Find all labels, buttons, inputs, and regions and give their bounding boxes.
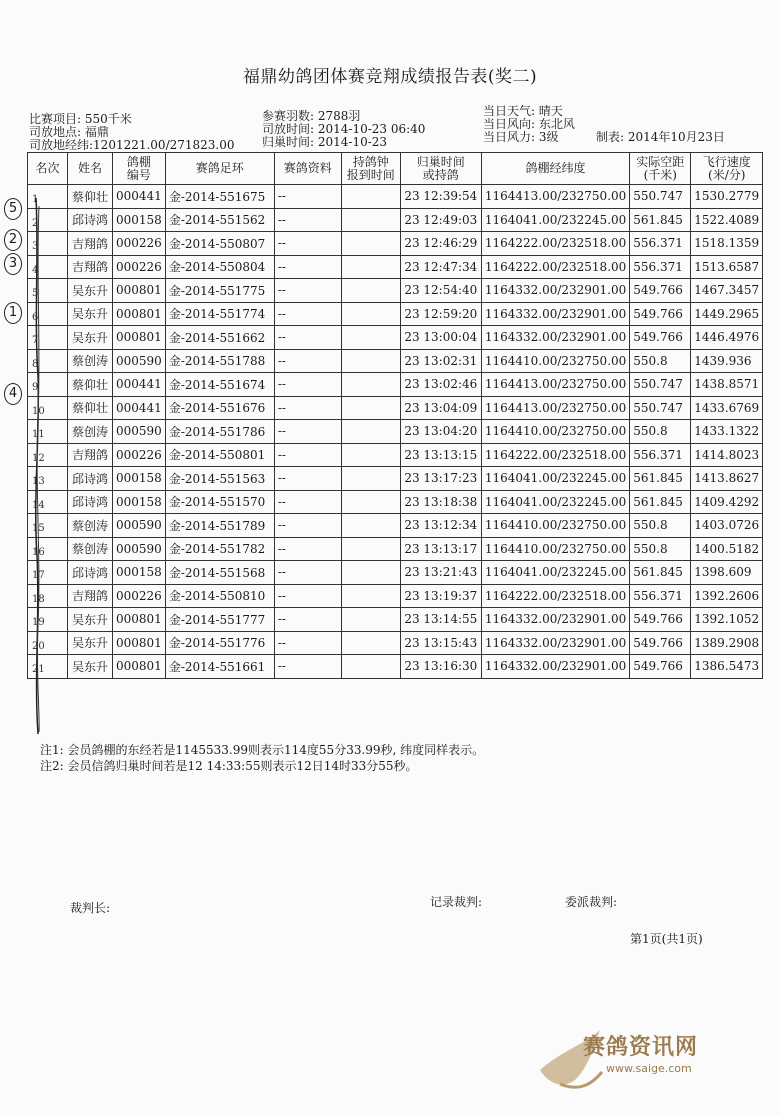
return-time: 归巢时间: 2014-10-23 [262, 135, 388, 149]
arrival-cell: 23 13:12:34 [400, 514, 481, 538]
info-cell: -- [274, 208, 341, 232]
coords-cell: 1164222.00/232518.00 [481, 232, 629, 256]
info-cell: -- [274, 185, 341, 209]
ring-cell: 金-2014-551662 [165, 326, 274, 350]
arrival-cell: 23 13:00:04 [400, 326, 481, 350]
name-cell: 吴东升 [68, 326, 113, 350]
speed-cell: 1403.0726 [691, 514, 763, 538]
clock-cell [341, 208, 400, 232]
distance-cell: 556.371 [630, 232, 691, 256]
distance-cell: 550.8 [630, 349, 691, 373]
ring-cell: 金-2014-550807 [165, 232, 274, 256]
distance-cell: 549.766 [630, 302, 691, 326]
name-cell: 吴东升 [68, 655, 113, 679]
name-cell: 吉翔鸽 [68, 443, 113, 467]
race-item: 比赛项目: 550千米 [29, 112, 132, 126]
table-row [28, 255, 763, 279]
info-cell: -- [274, 443, 341, 467]
clock-cell [341, 279, 400, 303]
info-cell: -- [274, 608, 341, 632]
info-cell: -- [274, 490, 341, 514]
rank-number: 5 [32, 288, 39, 299]
rank-cell [28, 561, 68, 585]
loft-no-cell: 000801 [113, 631, 166, 655]
speed-cell: 1433.1322 [691, 420, 763, 444]
ring-cell: 金-2014-551775 [165, 279, 274, 303]
name-cell: 吴东升 [68, 302, 113, 326]
rank-number: 3 [32, 241, 39, 252]
rank-cell [28, 584, 68, 608]
loft-no-cell: 000226 [113, 232, 166, 256]
loft-no-cell: 000801 [113, 655, 166, 679]
info-cell: -- [274, 232, 341, 256]
name-cell: 吴东升 [68, 631, 113, 655]
rank-number: 10 [32, 405, 45, 417]
info-cell: -- [274, 349, 341, 373]
loft-no-cell: 000801 [113, 279, 166, 303]
table-row [28, 326, 763, 350]
rank-number: 20 [32, 640, 45, 652]
rank-cell [28, 255, 68, 279]
clock-cell [341, 514, 400, 538]
name-cell: 吴东升 [68, 279, 113, 303]
info-cell: -- [274, 255, 341, 279]
arrival-cell: 23 13:13:17 [400, 537, 481, 561]
distance-cell: 550.8 [630, 514, 691, 538]
speed-cell: 1413.8627 [691, 467, 763, 491]
rank-cell [28, 349, 68, 373]
name-cell: 蔡仰壮 [68, 396, 113, 420]
loft-no-cell: 000226 [113, 584, 166, 608]
rank-number: 1 [32, 194, 39, 205]
table-row [28, 490, 763, 514]
rank-cell [28, 490, 68, 514]
speed-cell: 1530.2779 [691, 185, 763, 209]
name-cell: 邱诗鸿 [68, 208, 113, 232]
made-date: 制表: 2014年10月23日 [596, 130, 725, 144]
info-cell: -- [274, 396, 341, 420]
table-row [28, 467, 763, 491]
rank-cell [28, 514, 68, 538]
rank-cell [28, 302, 68, 326]
speed-cell: 1389.2908 [691, 631, 763, 655]
table-row [28, 185, 763, 209]
loft-no-cell: 000441 [113, 373, 166, 397]
rank-cell [28, 420, 68, 444]
distance-cell: 549.766 [630, 279, 691, 303]
rank-number: 11 [32, 429, 45, 440]
info-cell: -- [274, 420, 341, 444]
rank-cell [28, 208, 68, 232]
info-cell: -- [274, 584, 341, 608]
name-cell: 邱诗鸿 [68, 561, 113, 585]
arrival-cell: 23 13:02:46 [400, 373, 481, 397]
table-row [28, 302, 763, 326]
ring-cell: 金-2014-551774 [165, 302, 274, 326]
ring-cell: 金-2014-551776 [165, 631, 274, 655]
info-cell: -- [274, 467, 341, 491]
distance-cell: 549.766 [630, 631, 691, 655]
arrival-cell: 23 13:19:37 [400, 584, 481, 608]
distance-cell: 556.371 [630, 584, 691, 608]
entries-count: 参赛羽数: 2788羽 [262, 109, 361, 123]
rank-number: 2 [32, 217, 39, 229]
table-row [28, 537, 763, 561]
name-cell: 吴东升 [68, 608, 113, 632]
coords-cell: 1164410.00/232750.00 [481, 537, 629, 561]
distance-cell: 550.8 [630, 537, 691, 561]
speed-cell: 1392.2606 [691, 584, 763, 608]
coords-cell: 1164041.00/232245.00 [481, 561, 629, 585]
rank-cell [28, 185, 68, 209]
speed-cell: 1467.3457 [691, 279, 763, 303]
handwritten-mark: 2 [4, 229, 22, 251]
table-row [28, 608, 763, 632]
handwritten-mark: 3 [4, 253, 22, 275]
wind-force: 当日风力: 3级 [483, 130, 559, 144]
name-cell: 吉翔鸽 [68, 255, 113, 279]
clock-cell [341, 326, 400, 350]
ring-cell: 金-2014-550810 [165, 584, 274, 608]
ring-cell: 金-2014-551563 [165, 467, 274, 491]
coords-cell: 1164413.00/232750.00 [481, 185, 629, 209]
coords-cell: 1164413.00/232750.00 [481, 373, 629, 397]
table-row [28, 396, 763, 420]
coords-cell: 1164410.00/232750.00 [481, 420, 629, 444]
distance-cell: 550.747 [630, 373, 691, 397]
speed-cell: 1518.1359 [691, 232, 763, 256]
handwritten-mark: 4 [4, 383, 22, 405]
rank-number: 12 [32, 452, 45, 464]
name-cell: 蔡创涛 [68, 420, 113, 444]
clock-cell [341, 420, 400, 444]
ring-cell: 金-2014-550801 [165, 443, 274, 467]
info-cell: -- [274, 302, 341, 326]
clock-cell [341, 561, 400, 585]
coords-cell: 1164041.00/232245.00 [481, 208, 629, 232]
distance-cell: 561.845 [630, 208, 691, 232]
arrival-cell: 23 13:14:55 [400, 608, 481, 632]
header-rank: 名次 [28, 153, 68, 185]
loft-no-cell: 000441 [113, 396, 166, 420]
arrival-cell: 23 13:13:15 [400, 443, 481, 467]
ring-cell: 金-2014-551789 [165, 514, 274, 538]
coords-cell: 1164041.00/232245.00 [481, 490, 629, 514]
speed-cell: 1433.6769 [691, 396, 763, 420]
header-distance [630, 153, 691, 185]
header-distance-text: 实际空距 (千米) [636, 154, 685, 182]
header-arrival-text: 归巢时间 或持鸽 [416, 154, 465, 182]
coords-cell: 1164410.00/232750.00 [481, 349, 629, 373]
arrival-cell: 23 12:39:54 [400, 185, 481, 209]
arrival-cell: 23 12:59:20 [400, 302, 481, 326]
rank-number: 7 [32, 335, 39, 346]
header-info: 赛鸽资料 [274, 153, 341, 185]
watermark-name: 赛鸽资讯网 [583, 1035, 699, 1060]
assigned-judge-label: 委派裁判: [565, 895, 618, 909]
header-loft-no [113, 153, 166, 185]
clock-cell [341, 608, 400, 632]
loft-no-cell: 000226 [113, 443, 166, 467]
results-table [27, 152, 763, 679]
watermark-url: www.saige.com [606, 1062, 692, 1075]
name-cell: 蔡创涛 [68, 349, 113, 373]
ring-cell: 金-2014-551661 [165, 655, 274, 679]
table-row [28, 584, 763, 608]
speed-cell: 1414.8023 [691, 443, 763, 467]
note-2: 注2: 会员信鸽归巢时间若是12 14:33:55则表示12日14时33分55秒。 [40, 759, 418, 773]
coords-cell: 1164332.00/232901.00 [481, 302, 629, 326]
speed-cell: 1398.609 [691, 561, 763, 585]
distance-cell: 550.747 [630, 185, 691, 209]
arrival-cell: 23 13:04:09 [400, 396, 481, 420]
table-row [28, 443, 763, 467]
rank-cell [28, 396, 68, 420]
loft-no-cell: 000590 [113, 537, 166, 561]
coords-cell: 1164332.00/232901.00 [481, 631, 629, 655]
coords-cell: 1164410.00/232750.00 [481, 514, 629, 538]
coords-cell: 1164332.00/232901.00 [481, 655, 629, 679]
info-cell: -- [274, 326, 341, 350]
rank-cell [28, 373, 68, 397]
ring-cell: 金-2014-551568 [165, 561, 274, 585]
coords-cell: 1164222.00/232518.00 [481, 584, 629, 608]
header-arrival [400, 153, 481, 185]
rank-number: 21 [32, 664, 45, 675]
ring-cell: 金-2014-550804 [165, 255, 274, 279]
clock-cell [341, 396, 400, 420]
clock-cell [341, 373, 400, 397]
speed-cell: 1386.5473 [691, 655, 763, 679]
distance-cell: 550.747 [630, 396, 691, 420]
name-cell: 蔡创涛 [68, 537, 113, 561]
rank-cell [28, 608, 68, 632]
ring-cell: 金-2014-551788 [165, 349, 274, 373]
speed-cell: 1513.6587 [691, 255, 763, 279]
coords-cell: 1164413.00/232750.00 [481, 396, 629, 420]
chief-judge-label: 裁判长: [70, 901, 111, 915]
loft-no-cell: 000226 [113, 255, 166, 279]
arrival-cell: 23 12:54:40 [400, 279, 481, 303]
rank-cell [28, 326, 68, 350]
rank-number: 17 [32, 570, 45, 581]
arrival-cell: 23 12:49:03 [400, 208, 481, 232]
name-cell: 吉翔鸽 [68, 584, 113, 608]
clock-cell [341, 537, 400, 561]
speed-cell: 1400.5182 [691, 537, 763, 561]
loft-no-cell: 000801 [113, 608, 166, 632]
clock-cell [341, 232, 400, 256]
release-place: 司放地点: 福鼎 [29, 125, 109, 139]
info-cell: -- [274, 514, 341, 538]
loft-no-cell: 000590 [113, 420, 166, 444]
ring-cell: 金-2014-551786 [165, 420, 274, 444]
header-clock [341, 153, 400, 185]
header-clock-text: 持鸽钟 报到时间 [346, 154, 395, 182]
distance-cell: 556.371 [630, 443, 691, 467]
rank-number: 15 [32, 523, 45, 534]
rank-number: 9 [32, 382, 39, 393]
recorder-judge-label: 记录裁判: [430, 895, 483, 909]
speed-cell: 1439.936 [691, 349, 763, 373]
note-1: 注1: 会员鸽棚的东经若是1145533.99则表示114度55分33.99秒, 纬度同样表示。 [40, 743, 485, 757]
coords-cell: 1164041.00/232245.00 [481, 467, 629, 491]
arrival-cell: 23 13:21:43 [400, 561, 481, 585]
rank-number: 8 [32, 358, 39, 370]
table-row [28, 514, 763, 538]
arrival-cell: 23 13:15:43 [400, 631, 481, 655]
rank-cell [28, 631, 68, 655]
rank-cell [28, 279, 68, 303]
name-cell: 蔡创涛 [68, 514, 113, 538]
speed-cell: 1409.4292 [691, 490, 763, 514]
release-time: 司放时间: 2014-10-23 06:40 [262, 122, 426, 136]
clock-cell [341, 655, 400, 679]
loft-no-cell: 000801 [113, 326, 166, 350]
arrival-cell: 23 13:17:23 [400, 467, 481, 491]
clock-cell [341, 443, 400, 467]
distance-cell: 549.766 [630, 326, 691, 350]
clock-cell [341, 631, 400, 655]
speed-cell: 1522.4089 [691, 208, 763, 232]
coords-cell: 1164332.00/232901.00 [481, 608, 629, 632]
arrival-cell: 23 13:18:38 [400, 490, 481, 514]
speed-cell: 1446.4976 [691, 326, 763, 350]
distance-cell: 549.766 [630, 608, 691, 632]
table-row [28, 349, 763, 373]
loft-no-cell: 000590 [113, 514, 166, 538]
ring-cell: 金-2014-551675 [165, 185, 274, 209]
rank-cell [28, 443, 68, 467]
arrival-cell: 23 13:02:31 [400, 349, 481, 373]
release-coords: 司放地经纬:1201221.00/271823.00 [29, 138, 235, 152]
table-row [28, 279, 763, 303]
header-coords: 鸽棚经纬度 [481, 153, 629, 185]
header-ring: 赛鸽足环 [165, 153, 274, 185]
table-row [28, 208, 763, 232]
arrival-cell: 23 13:04:20 [400, 420, 481, 444]
info-cell: -- [274, 655, 341, 679]
name-cell: 蔡仰壮 [68, 373, 113, 397]
arrival-cell: 23 12:47:34 [400, 255, 481, 279]
rank-number: 16 [32, 546, 45, 558]
table-row [28, 232, 763, 256]
info-cell: -- [274, 561, 341, 585]
arrival-cell: 23 12:46:29 [400, 232, 481, 256]
clock-cell [341, 467, 400, 491]
table-row [28, 561, 763, 585]
table-header-row [28, 153, 763, 185]
info-cell: -- [274, 631, 341, 655]
distance-cell: 561.845 [630, 467, 691, 491]
report-title: 福鼎幼鸽团体赛竞翔成绩报告表(奖二) [242, 67, 538, 87]
clock-cell [341, 185, 400, 209]
table-row [28, 631, 763, 655]
coords-cell: 1164222.00/232518.00 [481, 443, 629, 467]
rank-cell [28, 537, 68, 561]
distance-cell: 550.8 [630, 420, 691, 444]
distance-cell: 561.845 [630, 561, 691, 585]
loft-no-cell: 000441 [113, 185, 166, 209]
clock-cell [341, 255, 400, 279]
loft-no-cell: 000801 [113, 302, 166, 326]
name-cell: 吉翔鸽 [68, 232, 113, 256]
loft-no-cell: 000158 [113, 208, 166, 232]
distance-cell: 561.845 [630, 490, 691, 514]
rank-number: 14 [32, 499, 45, 511]
rank-cell [28, 232, 68, 256]
loft-no-cell: 000590 [113, 349, 166, 373]
ring-cell: 金-2014-551570 [165, 490, 274, 514]
clock-cell [341, 490, 400, 514]
clock-cell [341, 349, 400, 373]
header-name: 姓名 [68, 153, 113, 185]
speed-cell: 1438.8571 [691, 373, 763, 397]
ring-cell: 金-2014-551777 [165, 608, 274, 632]
loft-no-cell: 000158 [113, 467, 166, 491]
wind-direction: 当日风向: 东北风 [483, 117, 575, 131]
clock-cell [341, 584, 400, 608]
handwritten-mark: 5 [4, 198, 22, 220]
header-speed-text: 飞行速度 (米/分) [702, 154, 751, 182]
header-loft-no-text: 鸽棚 编号 [126, 154, 151, 182]
rank-number: 18 [32, 593, 45, 605]
table-body [28, 185, 763, 679]
table-row [28, 373, 763, 397]
distance-cell: 556.371 [630, 255, 691, 279]
rank-cell [28, 467, 68, 491]
page-indicator: 第1页(共1页) [630, 932, 703, 946]
coords-cell: 1164332.00/232901.00 [481, 279, 629, 303]
coords-cell: 1164332.00/232901.00 [481, 326, 629, 350]
info-cell: -- [274, 373, 341, 397]
arrival-cell: 23 13:16:30 [400, 655, 481, 679]
ring-cell: 金-2014-551562 [165, 208, 274, 232]
distance-cell: 549.766 [630, 655, 691, 679]
rank-number: 19 [32, 617, 45, 628]
handwritten-mark: 1 [4, 302, 22, 324]
rank-cell [28, 655, 68, 679]
weather: 当日天气: 晴天 [483, 104, 563, 118]
info-cell: -- [274, 537, 341, 561]
rank-number: 6 [32, 311, 39, 323]
name-cell: 邱诗鸿 [68, 467, 113, 491]
speed-cell: 1449.2965 [691, 302, 763, 326]
rank-number: 13 [32, 476, 45, 487]
speed-cell: 1392.1052 [691, 608, 763, 632]
table-row [28, 655, 763, 679]
loft-no-cell: 000158 [113, 490, 166, 514]
name-cell: 蔡仰壮 [68, 185, 113, 209]
name-cell: 邱诗鸿 [68, 490, 113, 514]
ring-cell: 金-2014-551782 [165, 537, 274, 561]
ring-cell: 金-2014-551674 [165, 373, 274, 397]
rank-number: 4 [32, 264, 39, 276]
table-row [28, 420, 763, 444]
clock-cell [341, 302, 400, 326]
header-speed [691, 153, 763, 185]
info-cell: -- [274, 279, 341, 303]
loft-no-cell: 000158 [113, 561, 166, 585]
ring-cell: 金-2014-551676 [165, 396, 274, 420]
coords-cell: 1164222.00/232518.00 [481, 255, 629, 279]
